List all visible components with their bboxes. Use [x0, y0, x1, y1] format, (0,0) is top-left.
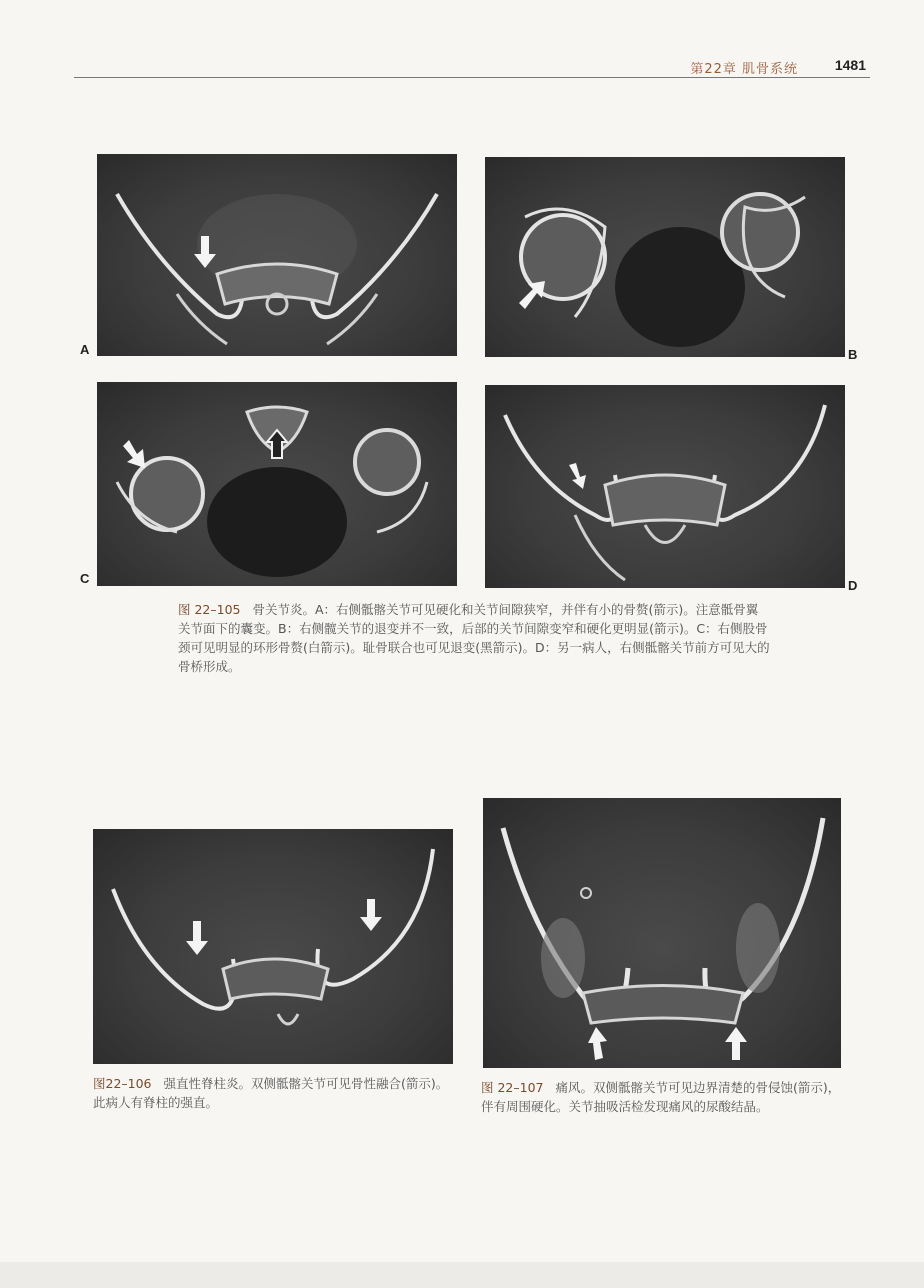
ct-image-106: [93, 829, 453, 1064]
arrow-white: [588, 1027, 607, 1060]
arrow-white: [569, 463, 586, 489]
figure-caption-106: [93, 1074, 455, 1112]
page-number: 1481: [834, 57, 866, 73]
ct-image-105d: [485, 385, 845, 588]
chapter-title: 第22章 肌骨系统: [690, 62, 798, 77]
ct-image-105b: [485, 157, 845, 357]
arrow-white: [725, 1027, 747, 1060]
panel-label-a: A: [80, 342, 90, 357]
panel-label-c: C: [80, 571, 90, 586]
arrow-white: [360, 899, 382, 931]
figure-number: 图 22–107: [481, 1080, 544, 1095]
panel-label-b: B: [848, 347, 858, 362]
figure-number: 图 22–105: [178, 602, 241, 617]
page-bottom-band: [0, 1262, 924, 1288]
panel-label-d: D: [848, 578, 858, 593]
caption-text: 骨关节炎。A：右侧骶髂关节可见硬化和关节间隙狭窄，并伴有小的骨赘(箭示)。注意骶骨翼关节面下的囊变。B：右侧髋关节的退变并不一致，后部的关节间隙变窄和硬化更明显(箭示)。C：右侧股骨颈可见明显的环形骨赘(白箭示)。耻骨联合也可见退变(黑箭示)。D：另一病人，右侧骶髂关节前方可见大的骨桥形成。: [178, 602, 770, 674]
ct-image-105c: [97, 382, 457, 586]
ct-image-107: [483, 798, 841, 1068]
figure-caption-105: [178, 600, 770, 676]
caption-text: 痛风。双侧骶髂关节可见边界清楚的骨侵蚀(箭示)，伴有周围硬化。关节抽吸活检发现痛风的尿酸结晶。: [481, 1080, 841, 1114]
arrow-white: [123, 440, 145, 468]
figure-number: 图22–106: [93, 1076, 152, 1091]
arrow-white: [186, 921, 208, 955]
arrow-white: [519, 281, 545, 309]
caption-text: 强直性脊柱炎。双侧骶髂关节可见骨性融合(箭示)。此病人有脊柱的强直。: [93, 1076, 449, 1110]
ct-image-105a: [97, 154, 457, 356]
figure-caption-107: [481, 1078, 843, 1116]
header-rule: [74, 77, 870, 78]
running-header: [74, 56, 870, 78]
